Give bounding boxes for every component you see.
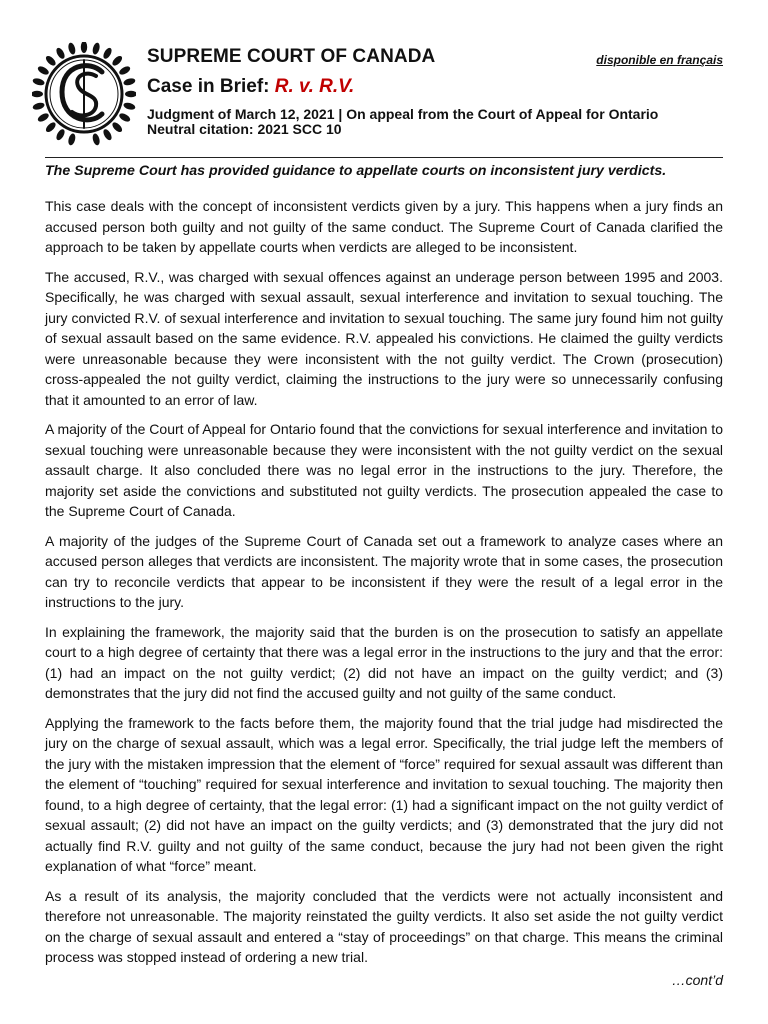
body-paragraph: This case deals with the concept of inconsistent verdicts given by a jury. This happens when a jury finds an accused person both guilty and not guilty of the same conduct. The Supreme Court of Canada clarified the approach to be taken by appellate courts when verdicts are alleged to be inconsistent. (45, 198, 723, 255)
case-title (147, 76, 354, 98)
citation-line: Neutral citation: 2021 SCC 10 (147, 121, 342, 137)
body-paragraph: In explaining the framework, the majority said that the burden is on the prosecution to satisfy an appellate court to a high degree of certainty that there was a legal error in the instructions to the jury and that the error: (1) had an impact on the not guilty verdict; (2) did not have an impact on the guilty verdict; and (3) demonstrates that the jury did not find the accused guilty and not guilty of the same conduct. (45, 623, 723, 701)
body-paragraph: Applying the framework to the facts before them, the majority found that the trial judge had misdirected the jury on the charge of sexual assault, which was a legal error. Specifically, the trial judge left the members of the jury with the mistaken impression that the element of “force” required for sexual assault was different than the element of “touching” required for sexual interference and invitation to sexual touching. The majority then found, to a high degree of certainty, that the legal error: (1) had a significant impact on the not guilty verdict of sexual assault; (2) did not have an impact on the guilty verdicts; and (3) demonstrated that the jury did not actually find R.V. guilty and not guilty of the same conduct, because the jury had not been given the right explanation of what “force” meant. (45, 714, 723, 874)
judgment-info (147, 107, 658, 137)
case-name: R. v. R.V. (274, 76, 355, 97)
body-paragraph: A majority of the Court of Appeal for Ontario found that the convictions for sexual interference and invitation to sexual touching were unreasonable because they were inconsistent with the not guilty verdict on the sexual assault charge. It also concluded there was no legal error in the instructions to the jury. Therefore, the majority set aside the convictions and substituted not guilty verdicts. The prosecution appealed the case to the Supreme Court of Canada. (45, 421, 723, 519)
court-name-heading: SUPREME COURT OF CANADA (147, 46, 436, 67)
scc-crest-logo (32, 42, 136, 146)
summary-statement: The Supreme Court has provided guidance to appellate courts on inconsistent jury verdicts. (45, 163, 667, 179)
body-paragraph: A majority of the judges of the Supreme Court of Canada set out a framework to analyze cases where an accused person alleges that verdicts are inconsistent. The majority wrote that in some cases, the prosecution can try to reconcile verdicts that appear to be inconsistent if they were the result of a legal error in the instructions to the jury. (45, 532, 723, 610)
french-version-link[interactable]: disponible en français (596, 53, 723, 67)
continued-marker: …cont’d (671, 972, 723, 988)
body-paragraph: The accused, R.V., was charged with sexual offences against an underage person between 1995 and 2003. Specifically, he was charged with sexual assault, sexual interference and invitation to sexual touching. The jury convicted R.V. of sexual interference and invitation to sexual touching. The same jury found him not guilty of sexual assault based on the same evidence. R.V. appealed his convictions. He claimed the guilty verdicts were unreasonable because they were inconsistent with the not guilty verdict. The Crown (prosecution) cross-appealed the not guilty verdict, claiming the instructions to the jury were so unnecessarily confusing that it amounted to an error of law. (45, 268, 723, 408)
case-body (45, 196, 723, 977)
header-divider (45, 157, 723, 158)
body-paragraph: As a result of its analysis, the majority concluded that the verdicts were not actually inconsistent and therefore not unreasonable. The majority reinstated the guilty verdicts. It also set aside the not guilty verdict on the charge of sexual assault and entered a “stay of proceedings” on that charge. This means the criminal process was stopped instead of ordering a new trial. (45, 887, 723, 965)
monogram-mark (62, 60, 102, 128)
case-title-prefix: Case in Brief: (147, 76, 275, 97)
judgment-line: Judgment of March 12, 2021 | On appeal from the Court of Appeal for Ontario (147, 106, 659, 122)
